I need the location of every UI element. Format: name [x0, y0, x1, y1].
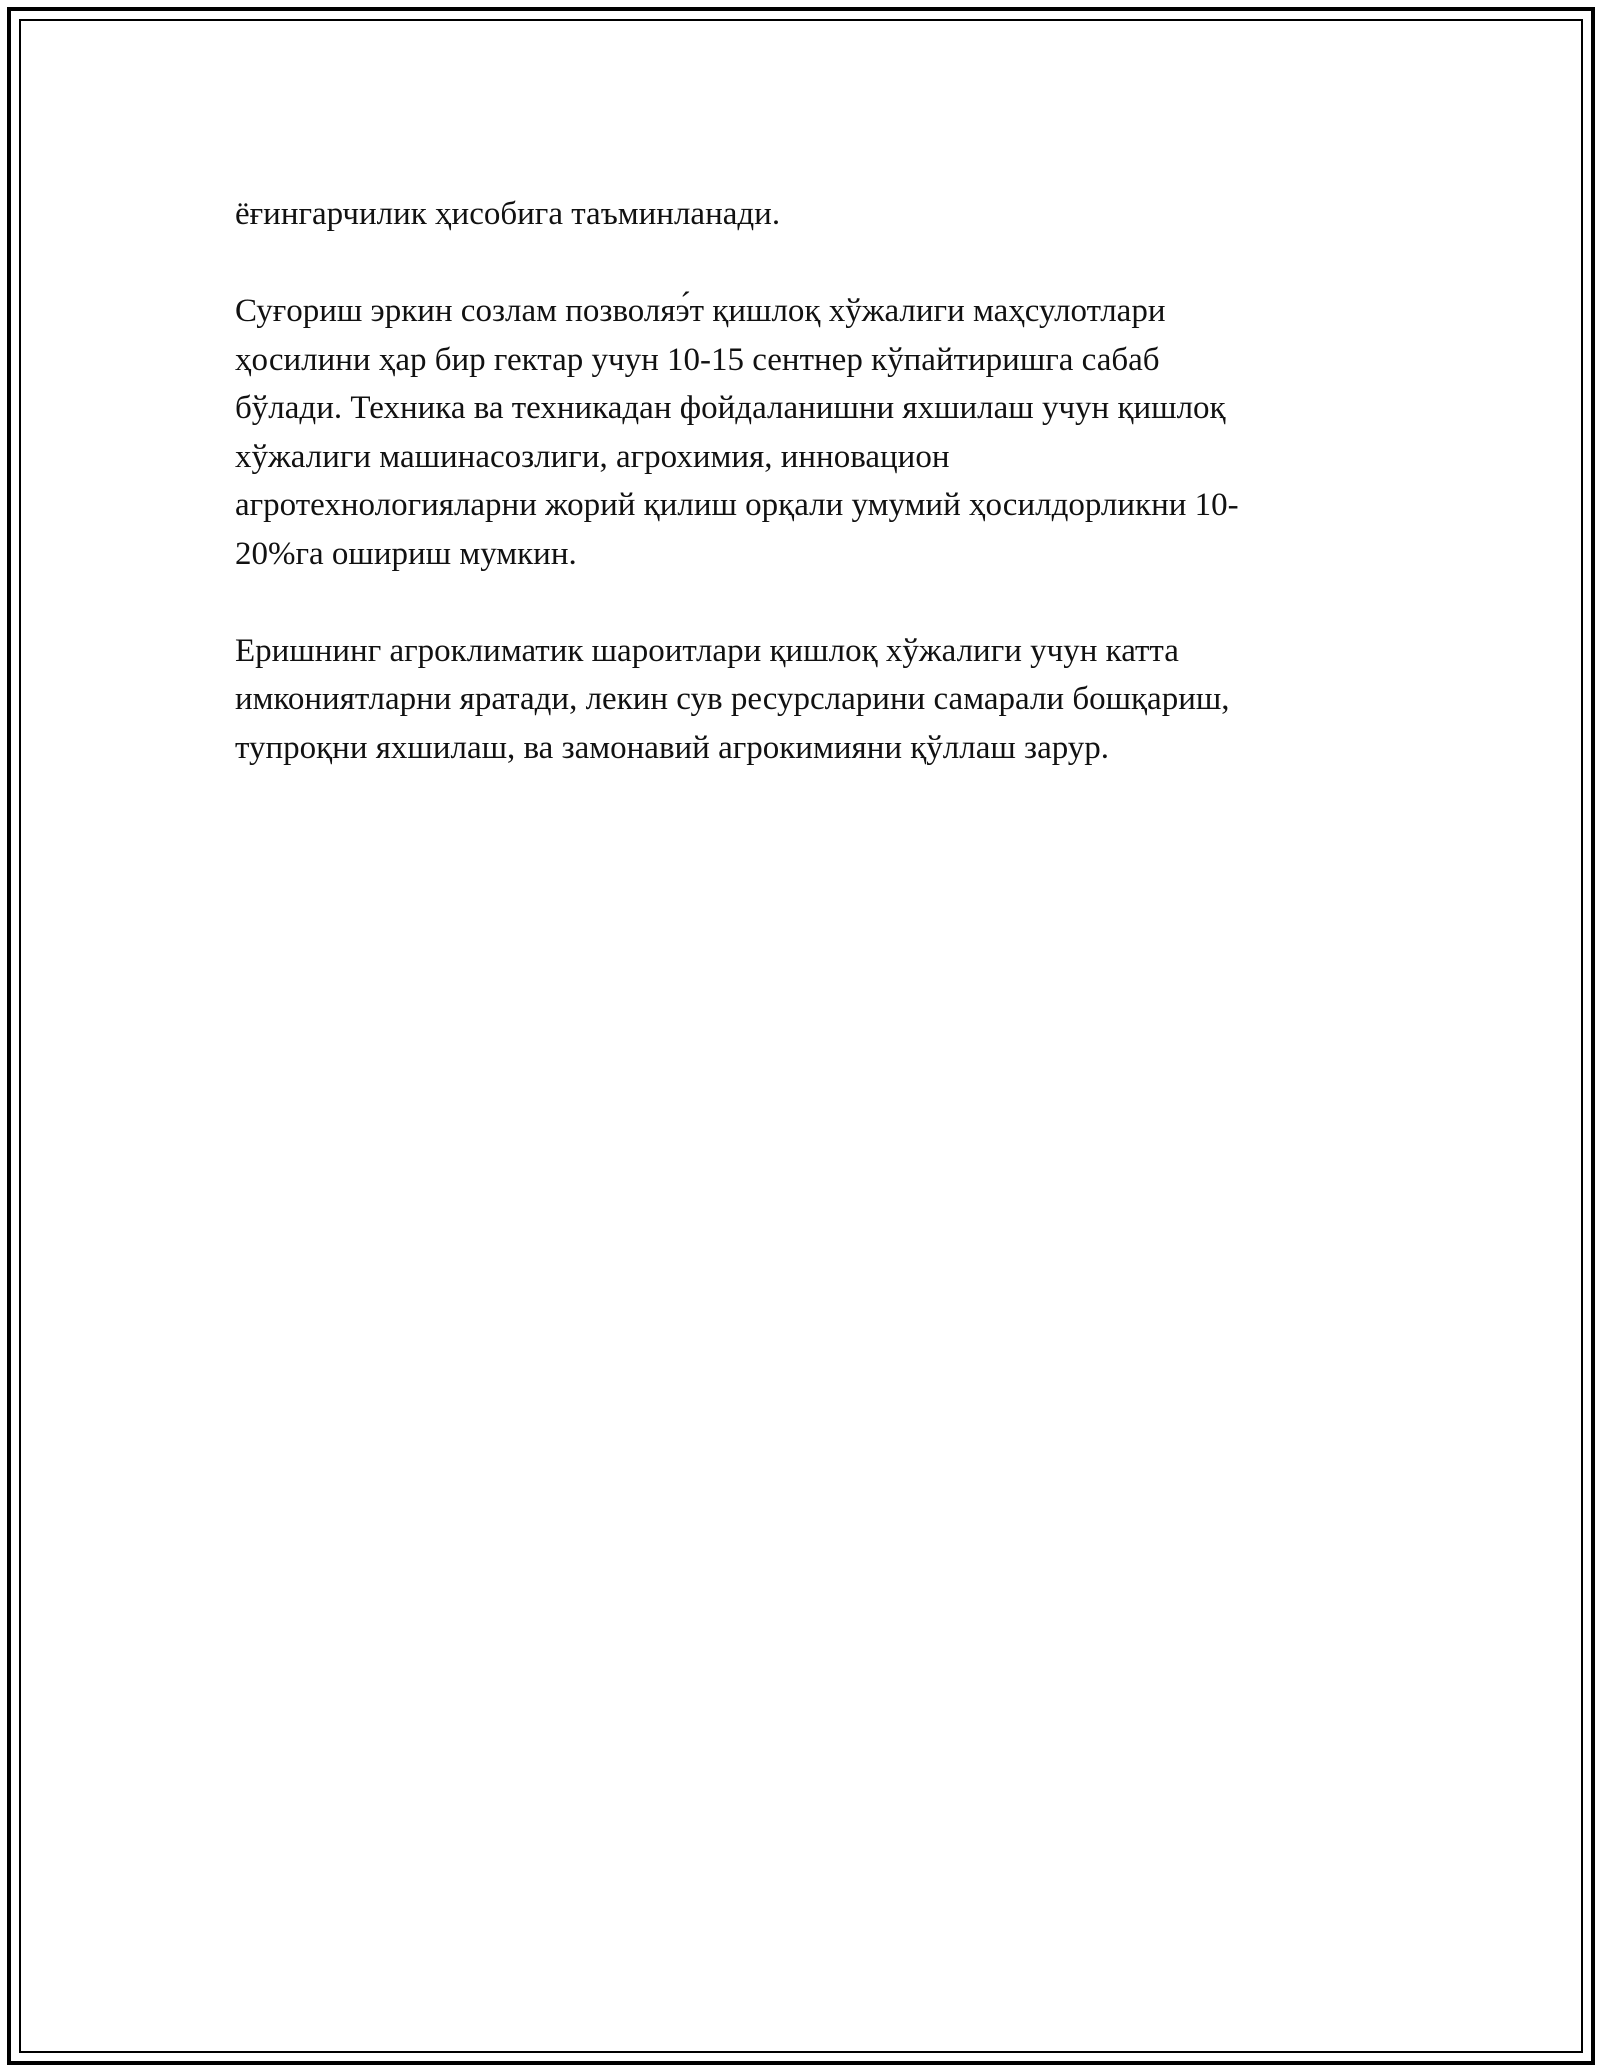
paragraph-1: ёғингарчилик ҳисобига таъминланади. [235, 196, 781, 232]
paragraph-2: Суғориш эркин созлам позволяэ́т қишлоқ хўжалиги маҳсулотлари ҳосилини ҳар бир гектар учун 10-15 сентнер кўпайтиришга сабаб бўлади. Техника ва техникадан фойдаланишни яхшилаш учун қишлоқ хўжалиги машинасозлиги, агрохимия, инновацион агротехнологияларни жорий қилиш орқали умумий ҳосилдорликни 10- 20%га ошириш мумкин. [235, 293, 1239, 572]
document-body [235, 190, 1365, 821]
paragraph-3: Еришнинг агроклиматик шароитлари қишлоқ хўжалиги учун катта имкониятларни яратади, лекин сув ресурсларини самарали бошқариш, тупроқни яхшилаш, ва замонавий агрокимияни қўллаш зарур. [235, 632, 1230, 766]
